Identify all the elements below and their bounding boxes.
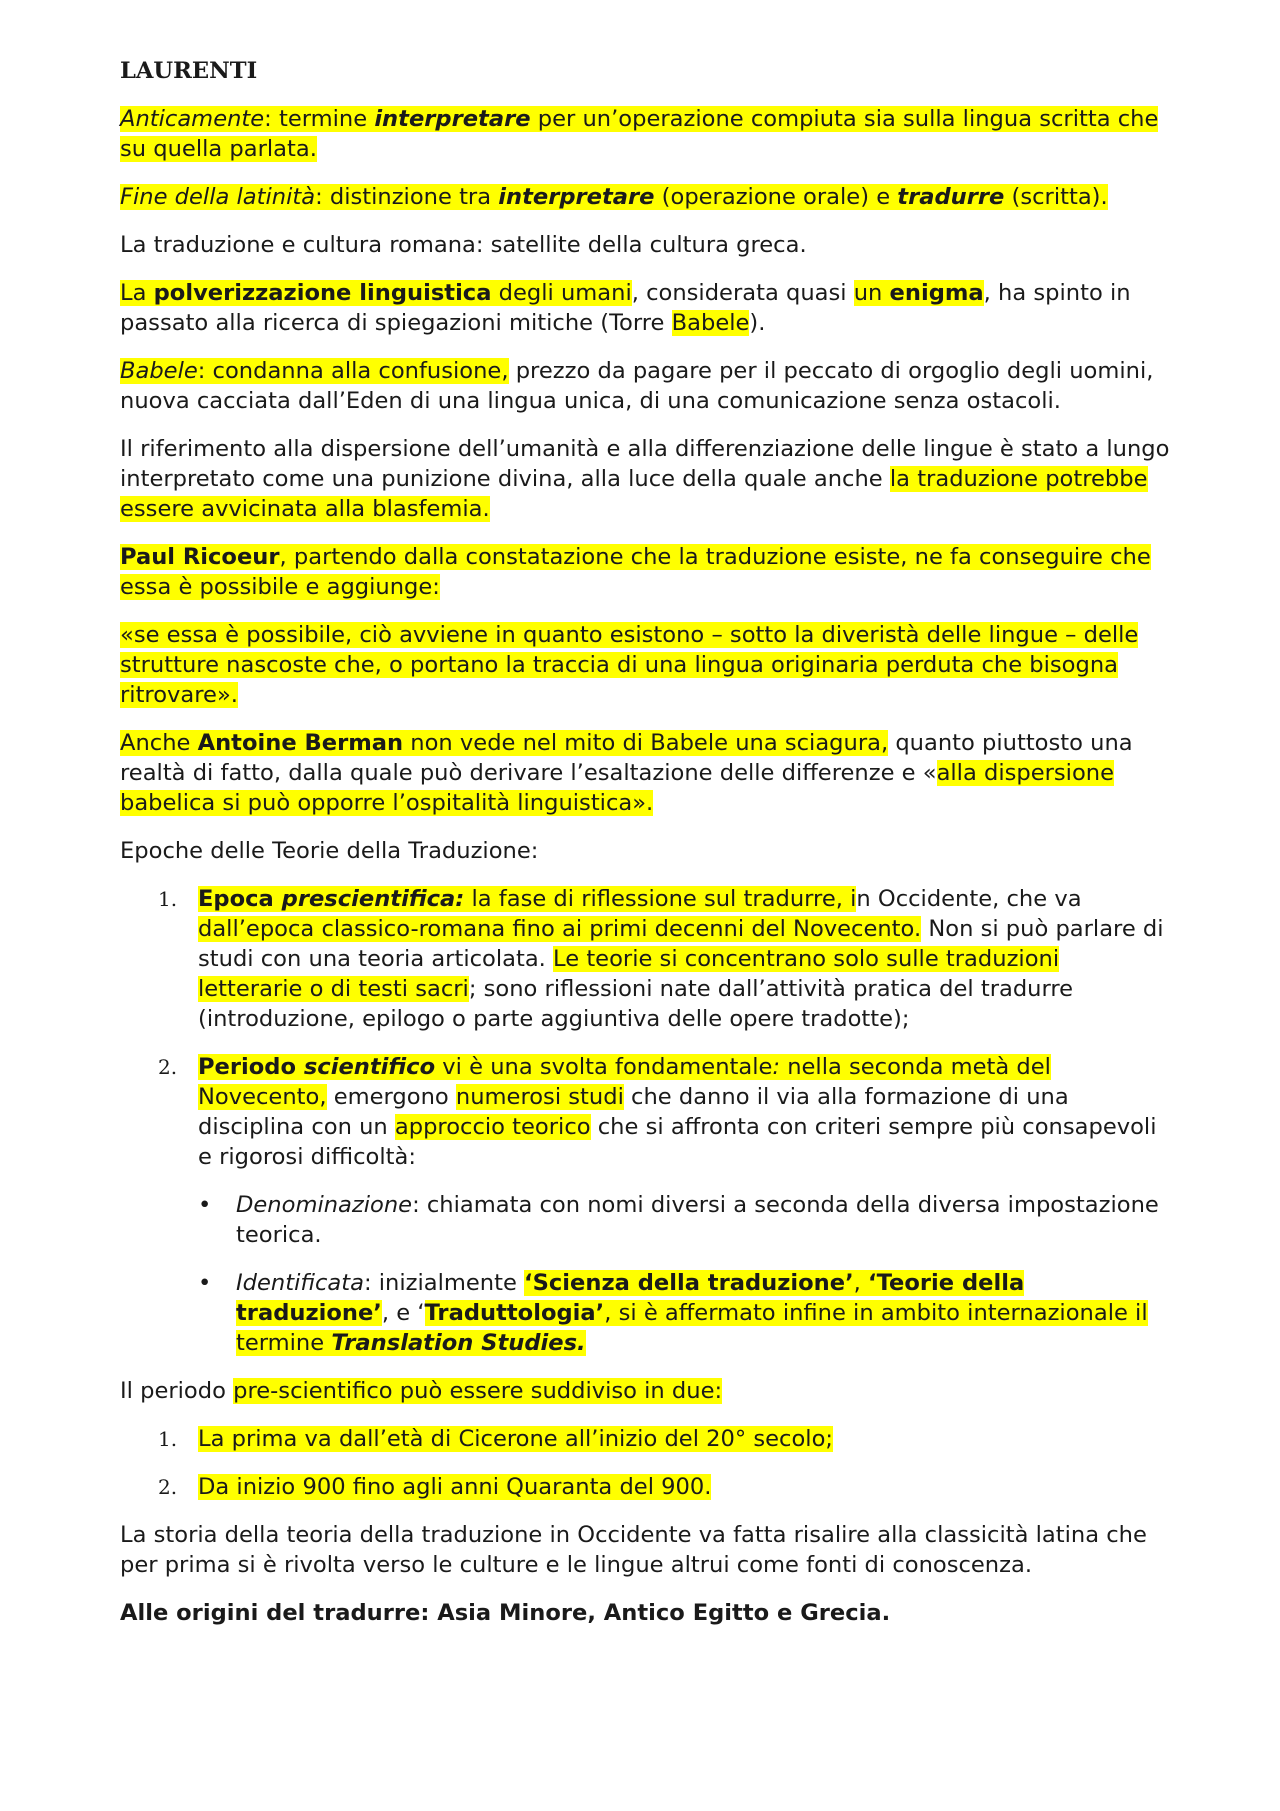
list-marker: 2. (158, 1475, 178, 1499)
paragraph-babele: Babele: condanna alla confusione, prezzo da pagare per il peccato di orgoglio degli uomini, nuova cacciata dall’Eden di una lingua unica, di una comunicazione senza ostacoli. (120, 358, 1154, 414)
bullet-marker: • (198, 1270, 212, 1296)
section-heading-origini: Alle origini del tradurre: Asia Minore, Antico Egitto e Grecia. (120, 1600, 891, 1626)
document-title: LAURENTI (120, 58, 258, 84)
paragraph-dispersione: Il riferimento alla dispersione dell’umanità e alla differenziazione delle lingue è stato a lungo interpretato come una punizione divina, alla luce della quale anche la traduzione potrebbe essere avvicinata alla blasfemia. (120, 436, 1170, 522)
list-item-periodo-scientifico: 2. Periodo scientifico vi è una svolta fondamentale: nella seconda metà del Novecento, emergono numerosi studi che danno il via alla formazione di una disciplina con un approccio teorico che si affronta con criteri sempre più consapevoli e rigorosi difficoltà: • Denominazione: chiamata con nomi diversi a seconda della diversa impostazione teorica. • Identificata: inizialmente ‘Scienza della traduzione’, ‘Teorie della traduzione’, e ‘Traduttologia’, si è affermato infine in ambito internazionale il termine Translation Studies. (120, 1052, 1170, 1358)
paragraph-traduzione-romana: La traduzione e cultura romana: satellite della cultura greca. (120, 232, 807, 258)
list-marker: 2. (158, 1055, 178, 1079)
paragraph-ricoeur-quote: «se essa è possibile, ciò avviene in quanto esistono – sotto la diveristà delle lingue – delle strutture nascoste che, o portano la traccia di una lingua originaria perduta che bisogna ritrovare». (120, 622, 1139, 708)
list-item-epoca-prescientifica: 1. Epoca prescientifica: la fase di riflessione sul tradurre, in Occidente, che va dall’epoca classico-romana fino ai primi decenni del Novecento. Non si può parlare di studi con una teoria articolata. Le teorie si concentrano solo sulle traduzioni letterarie o di testi sacri; sono riflessioni nate dall’attività pratica del tradurre (introduzione, epilogo o parte aggiuntiva delle opere tradotte); (158, 886, 1164, 1032)
list-marker: 1. (158, 1427, 178, 1451)
document-page (120, 56, 1170, 1646)
paragraph-periodo-prescientifico: Il periodo pre-scientifico può essere suddiviso in due: (120, 1378, 723, 1404)
paragraph-storia-teoria: La storia della teoria della traduzione in Occidente va fatta risalire alla classicità latina che per prima si è rivolta verso le culture e le lingue altrui come fonti di conoscenza. (120, 1522, 1147, 1578)
list-item-prima-fase: 1. La prima va dall’età di Cicerone all’inizio del 20° secolo; (158, 1426, 834, 1452)
periodo-scientifico-bullets (198, 1190, 1170, 1358)
paragraph-berman: Anche Antoine Berman non vede nel mito di Babele una sciagura, quanto piuttosto una realtà di fatto, dalla quale può derivare l’esaltazione delle differenze e «alla dispersione babelica si può opporre l’ospitalità linguistica». (120, 730, 1133, 816)
list-item-seconda-fase: 2. Da inizio 900 fino agli anni Quaranta del 900. (158, 1474, 712, 1500)
bullet-denominazione: • Denominazione: chiamata con nomi diversi a seconda della diversa impostazione teorica. (198, 1192, 1159, 1248)
list-marker: 1. (158, 887, 178, 911)
bullet-marker: • (198, 1192, 212, 1218)
periods-list (120, 1424, 1170, 1502)
paragraph-fine-latinita: Fine della latinità: distinzione tra interpretare (operazione orale) e tradurre (scritta). (120, 184, 1108, 210)
paragraph-epoche: Epoche delle Teorie della Traduzione: (120, 838, 539, 864)
bullet-identificata: • Identificata: inizialmente ‘Scienza della traduzione’, ‘Teorie della traduzione’, e ‘Traduttologia’, si è affermato infine in ambito internazionale il termine Translation Studies. (198, 1270, 1148, 1356)
paragraph-ricoeur: Paul Ricoeur, partendo dalla constatazione che la traduzione esiste, ne fa conseguire che essa è possibile e aggiunge: (120, 544, 1151, 600)
epochs-list (120, 884, 1170, 1358)
paragraph-anticamente: Anticamente: termine interpretare per un’operazione compiuta sia sulla lingua scritta che su quella parlata. (120, 106, 1159, 162)
paragraph-polverizzazione: La polverizzazione linguistica degli umani, considerata quasi un enigma, ha spinto in passato alla ricerca di spiegazioni mitiche (Torre Babele). (120, 280, 1131, 336)
